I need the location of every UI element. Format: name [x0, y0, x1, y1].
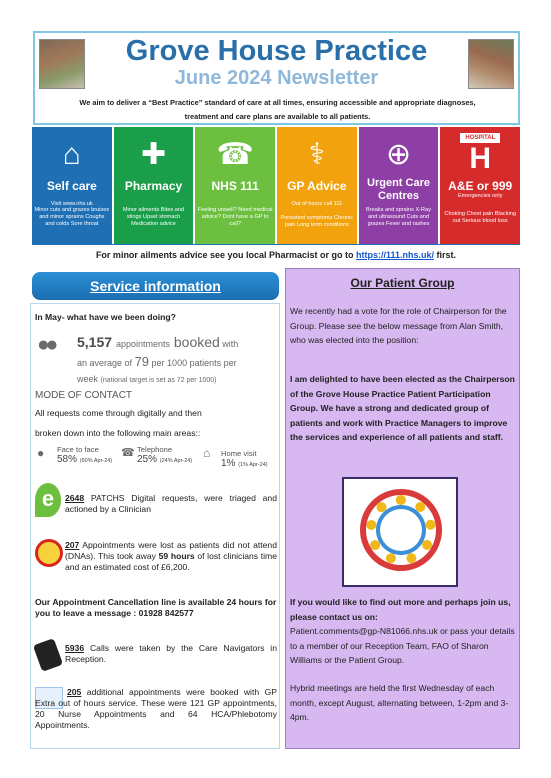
average-prefix: an average of — [77, 358, 133, 368]
tile-urgent-care — [359, 127, 439, 244]
mode-label: Home visit — [221, 449, 257, 458]
service-tiles — [32, 127, 520, 244]
dna-text: Appointments were lost as patients did not attend (DNAs). This took away — [65, 540, 277, 561]
appointments-word: appointments — [115, 339, 170, 349]
dna-stat — [65, 540, 277, 573]
alarm-clock-icon — [35, 539, 63, 567]
target-line — [77, 374, 217, 384]
tile-self-care — [32, 127, 112, 244]
mode-of-contact-heading: MODE OF CONTACT — [35, 390, 133, 401]
tile-desc: Persistent symptoms Chronic pain Long term conditions — [280, 215, 354, 228]
appointments-stat — [77, 334, 238, 350]
tile-a-and-e — [440, 127, 520, 244]
newsletter-subtitle: June 2024 Newsletter — [174, 67, 379, 89]
calls-stat — [65, 643, 277, 665]
stethoscope-icon: ⚕ — [308, 138, 325, 171]
mode-prev: (60% Apr-24) — [79, 458, 113, 464]
dna-text: of lost clinicians time and an estimated cost of £6,200. — [65, 551, 277, 572]
mode-pct: 58% — [57, 454, 78, 465]
patient-group-heading: Our Patient Group — [350, 276, 455, 290]
telephone-icon: ☎ — [121, 447, 135, 459]
calls-count: 5936 — [65, 643, 85, 653]
extra-text: additional appointments were booked with GP Extra out of hours service. These were 121 GP appointments, 20 Nurse Appointments and 64 HCA/Phlebotomy Appointments. — [35, 687, 277, 730]
mode-text: broken down into the following main areas:: — [35, 428, 201, 438]
newsletter-header — [33, 31, 520, 125]
tile-sub: Visit www.nhs.uk — [50, 201, 93, 207]
average-stat — [77, 354, 237, 369]
tile-name: A&E or 999 — [448, 179, 513, 193]
mode-home-visit — [221, 449, 268, 469]
tile-nhs-111 — [195, 127, 275, 244]
telephone-icon: ☎ — [216, 138, 254, 171]
tile-name: Urgent Care Centres — [367, 177, 430, 202]
mode-prev: (1% Apr-24) — [238, 462, 268, 468]
mode-pct: 25% — [137, 454, 158, 465]
tile-desc: Feeling unwell? Need medical advice? Dont have a GP to call? — [197, 207, 273, 227]
tile-gp-advice — [277, 127, 357, 244]
patient-group-panel — [285, 268, 520, 749]
service-information-heading: Service information — [32, 272, 279, 300]
people-icon: ●● — [37, 333, 55, 356]
week-word: week — [77, 374, 99, 384]
tile-pharmacy — [114, 127, 194, 244]
mode-text: All requests come through digitally and then — [35, 408, 202, 418]
mode-prev: (24% Apr-24) — [159, 458, 193, 464]
home-icon: ⌂ — [203, 446, 211, 460]
average-value: 79 — [134, 354, 150, 369]
patchs-count: 2648 — [65, 493, 85, 503]
house-icon: ⌂ — [62, 138, 81, 171]
mode-label: Telephone — [137, 445, 173, 454]
appointments-count: 5,157 — [77, 334, 113, 350]
booked-word: booked — [173, 334, 220, 350]
person-icon: ● — [37, 446, 45, 460]
mobile-phone-icon — [33, 638, 63, 672]
minor-note-text: first. — [434, 250, 457, 260]
tile-sub: Emergencies only — [457, 193, 503, 199]
hospital-sign-badge: HOSPITAL — [460, 133, 500, 143]
nhs-111-link[interactable]: https://111.nhs.uk/ — [356, 250, 435, 260]
extra-count: 205 — [67, 687, 82, 697]
meetings-text: Hybrid meetings are held the first Wednesday of each month, except August, alternating between, 1-2pm and 3-4pm. — [290, 683, 509, 722]
average-suffix: per 1000 patients per — [151, 358, 237, 368]
contact-heading: If you would like to find out more and perhaps join us, please contact us on: — [290, 597, 511, 622]
tile-name: NHS 111 — [211, 179, 259, 193]
tile-name: GP Advice — [287, 179, 347, 193]
mode-telephone — [137, 445, 192, 465]
contact-text: Patient.comments@gp-N81066.nhs.uk or pass your details to a member of our Reception Team, FAO of Sharon Williams or the Patient Group. — [290, 626, 515, 665]
tile-desc: Choking Chest pain Blacking out Serious blood loss — [444, 211, 516, 224]
service-information-panel — [30, 303, 280, 749]
mode-label: Face to face — [57, 445, 99, 454]
tile-desc: Breaks and sprains X-Ray and ultrasound Cuts and grazes Fever and rashes — [366, 207, 432, 227]
tile-name: Self care — [46, 179, 97, 193]
mode-face-to-face — [57, 445, 112, 465]
cancellation-line: Our Appointment Cancellation line is available 24 hours for you to leave a message : 01928 842577 — [35, 597, 277, 618]
with-word: with — [222, 339, 239, 349]
dna-hours: 59 hours — [158, 551, 195, 561]
people-circle-icon — [366, 495, 436, 565]
dna-count: 207 — [65, 540, 80, 550]
tile-desc: Minor cuts and grazes bruises and minor sprains Coughs and colds Sore throat — [34, 207, 110, 227]
patchs-e-icon: e — [35, 483, 61, 517]
medical-bag-icon: ⊕ — [385, 138, 412, 171]
patchs-text: PATCHS Digital requests, were triaged and actioned by a Clinician — [65, 493, 277, 514]
first-aid-kit-icon: ✚ — [140, 138, 167, 171]
tile-desc: Minor ailments Bites and stings Upset stomach Medication advice — [122, 207, 185, 227]
may-heading: In May- what have we been doing? — [35, 312, 176, 322]
minor-note-text: For minor ailments advice see you local Pharmacist or go to — [95, 250, 357, 260]
tile-name: Pharmacy — [124, 179, 183, 193]
hospital-sign-icon: H — [469, 142, 492, 175]
minor-ailments-note — [32, 244, 520, 266]
national-target: (national target is set as 72 per 1000) — [100, 377, 217, 384]
calls-text: Calls were taken by the Care Navigators in Reception. — [65, 643, 277, 664]
group-circle-image — [342, 477, 458, 587]
practice-tagline: We aim to deliver a “Best Practice” standard of care at all times, ensuring accessible and appropriate diagnoses, treatment and care plans are available to all patients. — [79, 98, 476, 121]
chairperson-quote: I am delighted to have been elected as the Chairperson of the Grove House Practice Patient Participation Group. We have a strong and dedicated group of patients and work with Practice Managers to improve the services and experience of all patients and staff. — [290, 374, 515, 442]
patient-group-intro: We recently had a vote for the role of Chairperson for the Group. Please see the below message from Alan Smith, who was elected into the position: — [290, 306, 507, 345]
tile-sub: Out of hours call 111 — [291, 201, 343, 207]
extra-stat — [35, 687, 277, 731]
mode-pct: 1% — [221, 458, 236, 469]
patchs-stat — [65, 493, 277, 515]
practice-title: Grove House Practice — [125, 35, 428, 67]
